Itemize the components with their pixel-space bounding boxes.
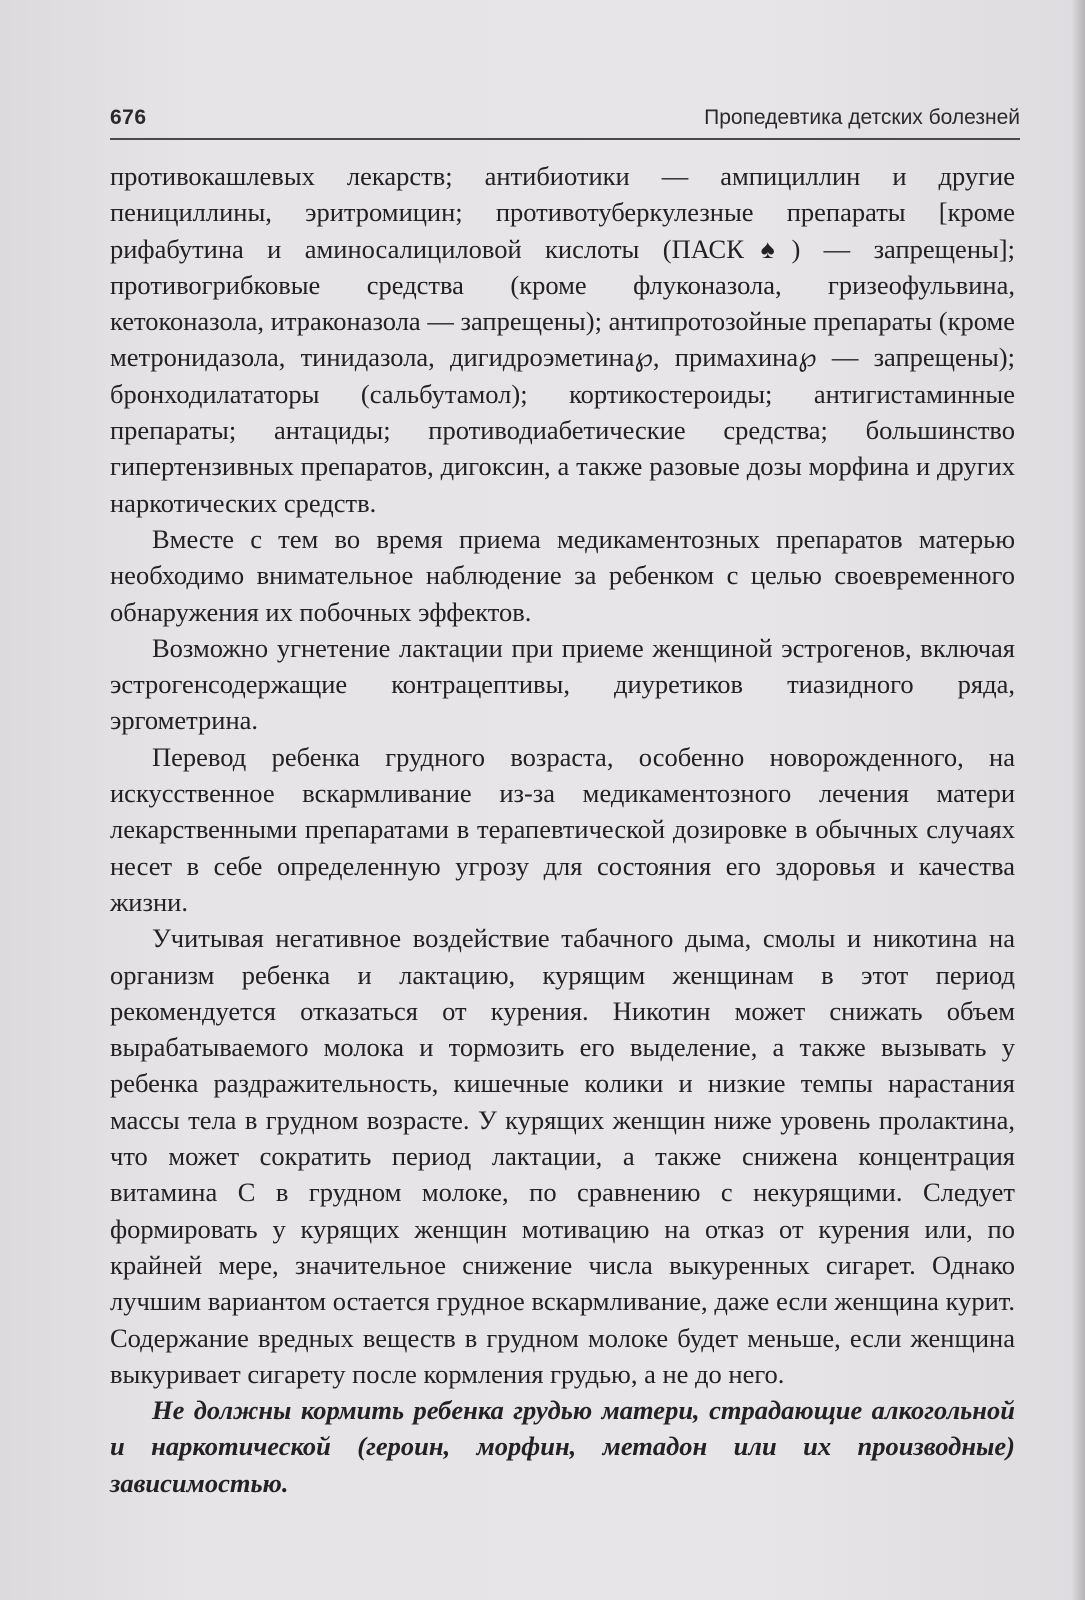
page-gutter-shadow xyxy=(1071,0,1085,1600)
paragraph-artificial-feeding: Перевод ребенка грудного возраста, особенно новорожденного, на искусственное вскармливание из-за медикаментозного лечения матери лекарственными препаратами в терапевтической дозировке в обычных случаях несет в себе определенную угрозу для состояния его здоровья и качества жизни. xyxy=(110,741,1015,917)
page-header xyxy=(110,100,1020,136)
paragraph-lactation-suppression: Возможно угнетение лактации при приеме женщиной эстрогенов, включая эстрогенсодержащие контрацептивы, диуретиков тиазидного ряда, эргометрина. xyxy=(110,632,1015,736)
page-number: 676 xyxy=(110,106,147,129)
paragraph-drug-list-continuation: противокашлевых лекарств; антибиотики — ампициллин и другие пенициллины, эритромицин; противотуберкулезные препараты [кроме рифабутина и аминосалициловой кислоты (ПАСК♠) — запрещены]; противогрибковые средства (кроме флуконазола, гризеофульвина, кетоконазола, итраконазола — запрещены); антипротозойные препараты (кроме метронидазола, тинидазола, дигидроэметина℘, примахина℘ — запрещены); бронходилататоры (сальбутамол); кортикостероиды; антигистаминные препараты; антациды; противодиабетические средства; большинство гипертензивных препаратов, дигоксин, а также разовые дозы морфина и других наркотических средств. xyxy=(110,161,1015,518)
paragraph-contraindication: Не должны кормить ребенка грудью матери, страдающие алкогольной и наркотической (героин, морфин, метадон или их производные) зависимостью. xyxy=(110,1395,1015,1498)
body-text xyxy=(110,158,1015,1501)
paragraph-observation: Вместе с тем во время приема медикаментозных препаратов матерью необходимо внимательное наблюдение за ребенком с целью своевременного обнаружения их побочных эффектов. xyxy=(110,523,1015,627)
header-divider xyxy=(110,138,1020,140)
running-title: Пропедевтика детских болезней xyxy=(704,106,1020,129)
paragraph-smoking: Учитывая негативное воздействие табачного дыма, смолы и никотина на организм ребенка и лактацию, курящим женщинам в этот период рекомендуется отказаться от курения. Никотин может снижать объем вырабатываемого молока и тормозить его выделение, а также вызывать у ребенка раздражительность, кишечные колики и низкие темпы нарастания массы тела в грудном возрасте. У курящих женщин ниже уровень пролактина, что может сократить период лактации, а также снижена концентрация витамина С в грудном молоке, по сравнению с некурящими. Следует формировать у курящих женщин мотивацию на отказ от курения или, по крайней мере, значительное снижение числа выкуренных сигарет. Однако лучшим вариантом остается грудное вскармливание, даже если женщина курит. Содержание вредных веществ в грудном молоке будет меньше, если женщина выкуривает сигарету после кормления грудью, а не до него. xyxy=(110,923,1015,1389)
